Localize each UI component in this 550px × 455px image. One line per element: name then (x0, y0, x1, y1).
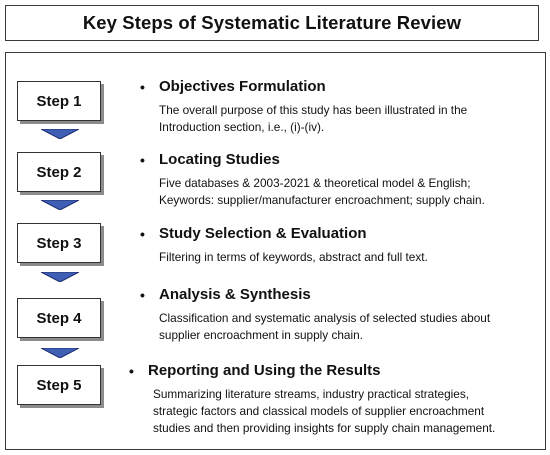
bullet-icon: • (140, 79, 145, 95)
step-description-2 (140, 175, 545, 209)
step-heading-text-4: Analysis & Synthesis (159, 286, 311, 303)
step-description-3 (140, 249, 545, 266)
description-line: strategic factors and classical models of supplier encroachment (153, 404, 485, 418)
description-line: Five databases & 2003-2021 & theoretical model & English; (159, 176, 471, 190)
step-heading-5 (129, 361, 534, 381)
description-line: The overall purpose of this study has been illustrated in the (159, 103, 468, 117)
diagram-title-text: Key Steps of Systematic Literature Review (82, 12, 462, 33)
description-line: Keywords: supplier/manufacturer encroachment; supply chain. (159, 193, 485, 207)
step-heading-text-1: Objectives Formulation (159, 78, 326, 95)
step-heading-text-3: Study Selection & Evaluation (159, 225, 367, 242)
description-line: supplier encroachment in supply chain. (159, 328, 363, 342)
bullet-icon: • (129, 363, 134, 379)
bullet-icon: • (140, 226, 145, 242)
step-label-1: Step 1 (36, 92, 82, 110)
step-heading-text-2: Locating Studies (159, 151, 280, 168)
description-line: Introduction section, i.e., (i)-(iv). (159, 120, 325, 134)
step-description-1 (140, 102, 545, 136)
step-heading-4 (140, 285, 545, 305)
step-label-5: Step 5 (36, 376, 82, 394)
description-line: studies and then providing insights for supply chain management. (153, 421, 496, 435)
down-arrow-icon (41, 200, 79, 210)
down-arrow-icon (41, 348, 79, 358)
diagram-title (5, 5, 539, 41)
step-box-5 (17, 365, 101, 405)
step-heading-text-5: Reporting and Using the Results (148, 362, 381, 379)
step-section-1 (140, 77, 545, 136)
step-label-2: Step 2 (36, 163, 82, 181)
step-label-4: Step 4 (36, 309, 82, 327)
step-section-5 (129, 361, 534, 437)
step-heading-2 (140, 150, 545, 170)
step-heading-3 (140, 224, 545, 244)
description-line: Filtering in terms of keywords, abstract and full text. (159, 250, 428, 264)
step-box-2 (17, 152, 101, 192)
description-line: Summarizing literature streams, industry practical strategies, (153, 387, 470, 401)
step-section-3 (140, 224, 545, 266)
description-line: Classification and systematic analysis of selected studies about (159, 311, 491, 325)
step-box-1 (17, 81, 101, 121)
bullet-icon: • (140, 152, 145, 168)
step-box-4 (17, 298, 101, 338)
step-section-2 (140, 150, 545, 209)
step-section-4 (140, 285, 545, 344)
step-label-3: Step 3 (36, 234, 82, 252)
down-arrow-icon (41, 129, 79, 139)
down-arrow-icon (41, 272, 79, 282)
step-description-5 (129, 386, 534, 437)
bullet-icon: • (140, 287, 145, 303)
step-box-3 (17, 223, 101, 263)
step-heading-1 (140, 77, 545, 97)
step-description-4 (140, 310, 545, 344)
